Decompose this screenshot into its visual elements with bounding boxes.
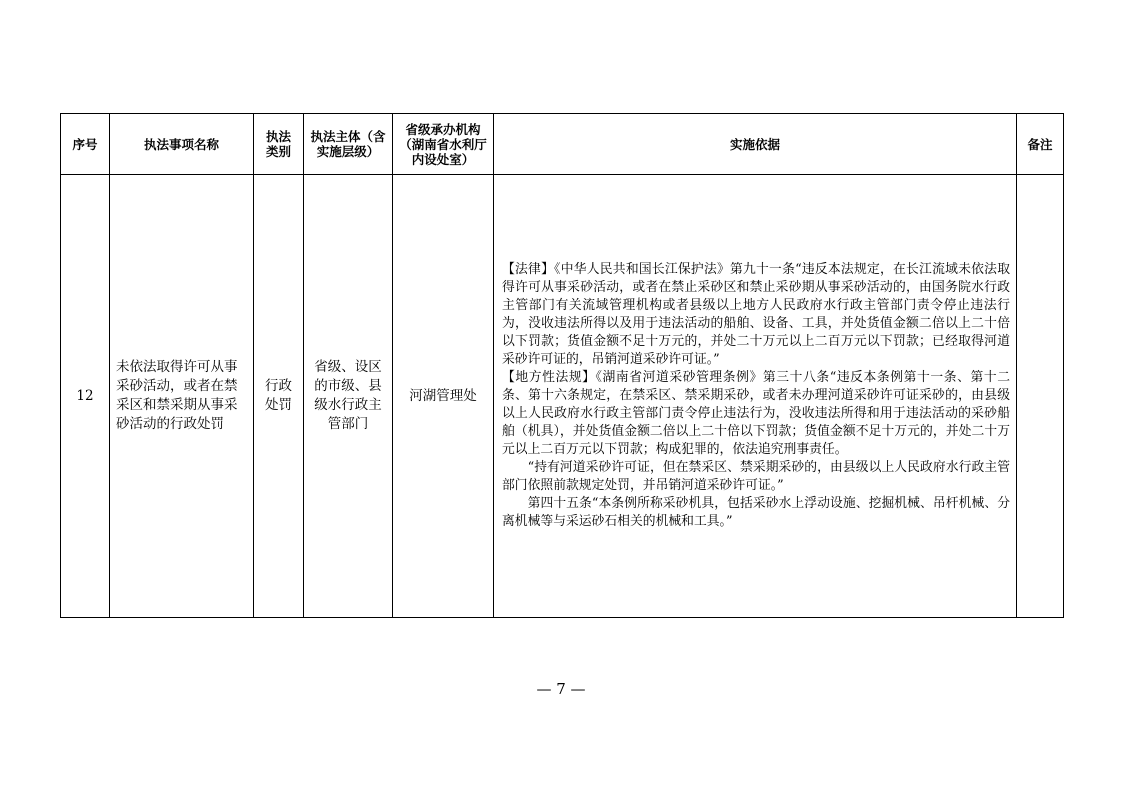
header-remarks: 备注 [1017, 114, 1064, 175]
cell-category-text: 行政处罚 [265, 378, 292, 413]
basis-law: 【法律】《中华人民共和国长江保护法》第九十一条“违反本法规定，在长江流域未依法取得许可从事采砂活动，或者在禁止采砂区和禁止采砂期从事采砂活动的，由国务院水行政主管部门有关流域管理机构或者县级以上地方人民政府水行政主管部门责令停止违法行为，没收违法所得以及用于违法活动的船舶、设备、工具，并处货值金额二倍以上二十倍以下罚款；货值金额不足十万元的，并处二十万元以上二百万元以下罚款；已经取得河道采砂许可证的，吊销河道采砂许可证。” [502, 262, 1010, 367]
table-header-row [61, 114, 1064, 175]
cell-subject: 省级、设区的市级、县级水行政主管部门 [304, 175, 393, 618]
header-org: 省级承办机构（湖南省水利厅内设处室） [393, 114, 494, 175]
table-row [61, 175, 1064, 618]
cell-org: 河湖管理处 [393, 175, 494, 618]
cell-seq: 12 [61, 175, 110, 618]
header-seq: 序号 [61, 114, 110, 175]
cell-remarks [1017, 175, 1064, 618]
header-name: 执法事项名称 [110, 114, 254, 175]
header-subject: 执法主体（含实施层级） [304, 114, 393, 175]
basis-article-45: 第四十五条“本条例所称采砂机具，包括采砂水上浮动设施、挖掘机械、吊杆机械、分离机械等与采运砂石相关的机械和工具。” [502, 496, 1010, 529]
cell-name: 未依法取得许可从事采砂活动，或者在禁采区和禁采期从事采砂活动的行政处罚 [110, 175, 254, 618]
basis-local-regulation: 【地方性法规】《湖南省河道采砂管理条例》第三十八条“违反本条例第十一条、第十二条、第十六条规定，在禁采区、禁采期采砂，或者未办理河道采砂许可证采砂的，由县级以上人民政府水行政主管部门责令停止违法行为，没收违法所得和用于违法活动的采砂船舶（机具），并处货值金额二倍以上二十倍以下罚款；货值金额不足十万元的，并处二十万元以上二百万元以下罚款；构成犯罪的，依法追究刑事责任。 [502, 370, 1010, 457]
cell-category [254, 175, 304, 618]
page-number: — 7 — [536, 680, 586, 698]
basis-local-regulation-clause-2: “持有河道采砂许可证，但在禁采区、禁采期采砂的，由县级以上人民政府水行政主管部门依照前款规定处罚，并吊销河道采砂许可证。” [502, 460, 1010, 493]
cell-basis [494, 175, 1017, 618]
enforcement-table [60, 113, 1064, 618]
header-category: 执法类别 [254, 114, 304, 175]
header-basis: 实施依据 [494, 114, 1017, 175]
